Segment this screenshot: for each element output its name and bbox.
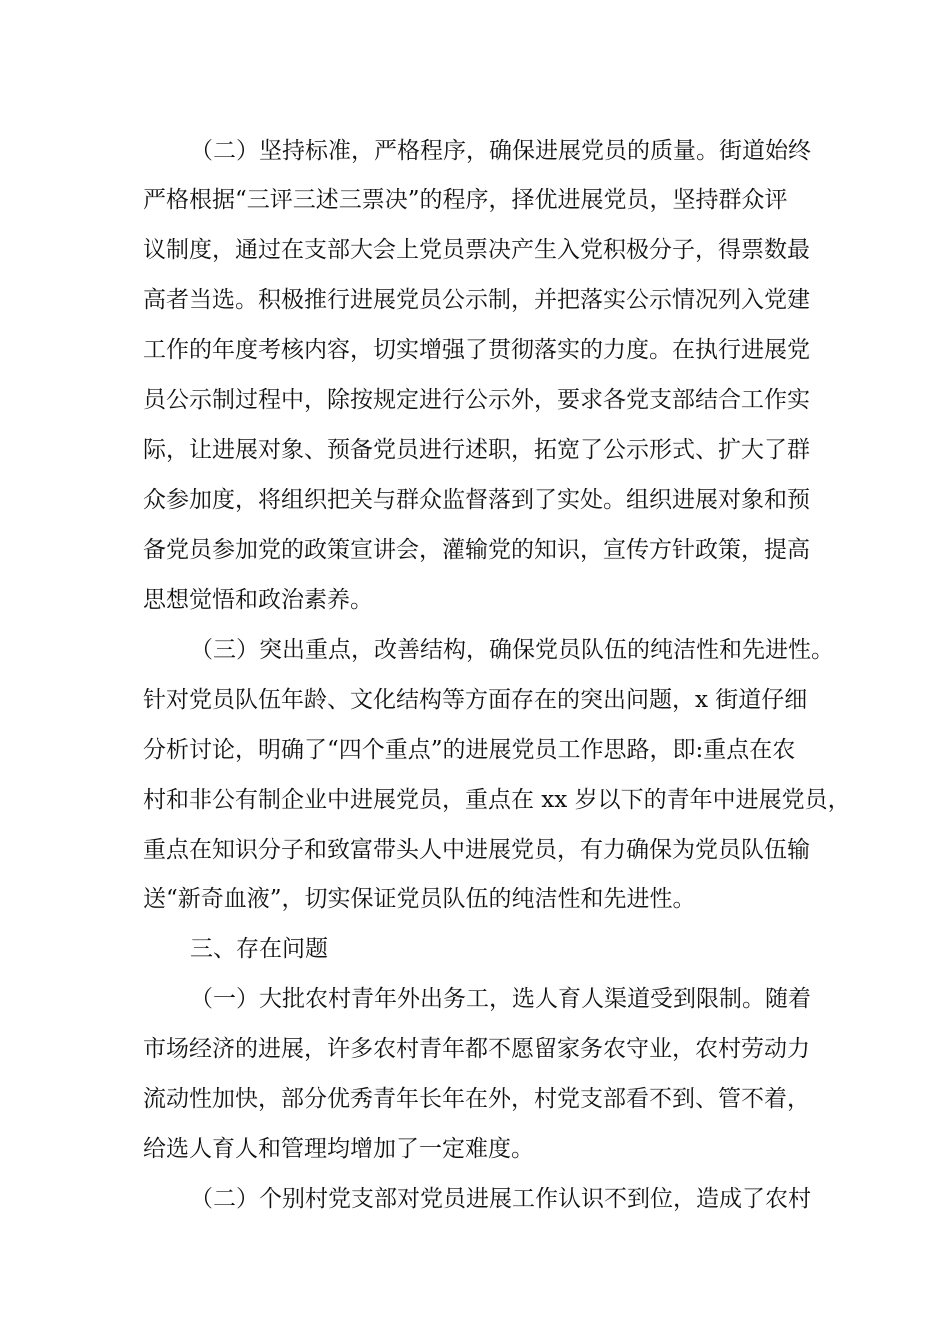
paragraph-line: 员公示制过程中，除按规定进行公示外，要求各党支部结合工作实 bbox=[143, 387, 810, 413]
paragraph-line: 众参加度，将组织把关与群众监督落到了实处。组织进展对象和预 bbox=[143, 487, 810, 513]
paragraph-line: 村和非公有制企业中进展党员，重点在 xx 岁以下的青年中进展党员， bbox=[143, 787, 851, 813]
paragraph-line: （三）突出重点，改善结构，确保党员队伍的纯洁性和先进性。 bbox=[190, 637, 834, 663]
paragraph-line: 际，让进展对象、预备党员进行述职，拓宽了公示形式、扩大了群 bbox=[143, 437, 810, 463]
paragraph-line: 分析讨论，明确了“四个重点”的进展党员工作思路，即:重点在农 bbox=[143, 737, 796, 763]
paragraph-line: 市场经济的进展，许多农村青年都不愿留家务农守业，农村劳动力 bbox=[143, 1036, 810, 1062]
paragraph-line: 给选人育人和管理均增加了一定难度。 bbox=[143, 1136, 534, 1162]
paragraph-line: 重点在知识分子和致富带头人中进展党员，有力确保为党员队伍输 bbox=[143, 837, 810, 863]
paragraph-line: 针对党员队伍年龄、文化结构等方面存在的突出问题，x 街道仔细 bbox=[143, 687, 808, 713]
section-heading: 三、存在问题 bbox=[190, 936, 328, 962]
paragraph-line: 工作的年度考核内容，切实增强了贯彻落实的力度。在执行进展党 bbox=[143, 337, 810, 363]
paragraph-line: （一）大批农村青年外出务工，选人育人渠道受到限制。随着 bbox=[190, 986, 811, 1012]
paragraph-line: （二）个别村党支部对党员进展工作认识不到位，造成了农村 bbox=[190, 1186, 811, 1212]
paragraph-line: （二）坚持标准，严格程序，确保进展党员的质量。街道始终 bbox=[190, 138, 811, 164]
paragraph-line: 思想觉悟和政治素养。 bbox=[143, 587, 373, 613]
paragraph-line: 议制度，通过在支部大会上党员票决产生入党积极分子，得票数最 bbox=[143, 237, 810, 263]
paragraph-line: 送“新奇血液”，切实保证党员队伍的纯洁性和先进性。 bbox=[143, 886, 696, 912]
paragraph-line: 高者当选。积极推行进展党员公示制，并把落实公示情况列入党建 bbox=[143, 287, 810, 313]
paragraph-line: 备党员参加党的政策宣讲会，灌输党的知识，宣传方针政策，提高 bbox=[143, 537, 810, 563]
paragraph-line: 严格根据“三评三述三票决”的程序，择优进展党员，坚持群众评 bbox=[143, 187, 788, 213]
paragraph-line: 流动性加快，部分优秀青年长年在外，村党支部看不到、管不着， bbox=[143, 1086, 810, 1112]
